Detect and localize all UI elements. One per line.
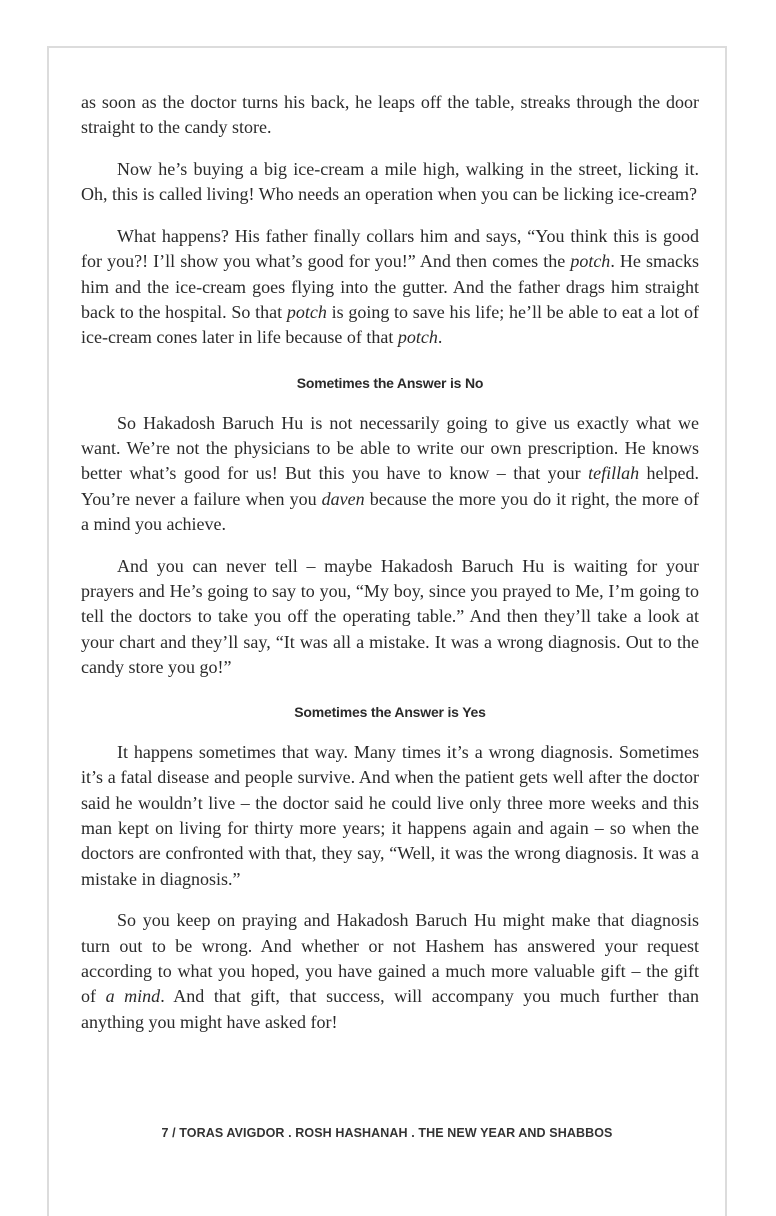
text: So you keep on praying and Hakadosh Baruch Hu might make that diagnosis turn out to be wrong. And whether or not Hashem has answered your request according to what you hoped, you have gained a much more valuable gift – the gift of xyxy=(81,910,699,1007)
paragraph xyxy=(81,90,699,141)
italic-term: potch xyxy=(286,302,327,323)
section-heading: Sometimes the Answer is Yes xyxy=(294,704,486,721)
text: Now he’s buying a big ice-cream a mile high, walking in the street, licking it. Oh, this is called living! Who needs an operation when you can be licking ice-cream? xyxy=(81,159,699,205)
italic-term: potch xyxy=(397,327,438,348)
page-footer: 7 / TORAS AVIGDOR . ROSH HASHANAH . THE NEW YEAR AND SHABBOS xyxy=(161,1126,613,1140)
text: is going to save his life; he’ll be able to eat a lot of ice-cream cones later in life because of that xyxy=(81,302,700,348)
text: . And that gift, that success, will accompany you much further than anything you might have asked for! xyxy=(81,986,700,1032)
text: It happens sometimes that way. Many times it’s a wrong diagnosis. Sometimes it’s a fatal disease and people survive. And when the patient gets well after the doctor said he wouldn’t live – the doctor said he could live only three more weeks and this man kept on living for thirty more years; it happens again and again – so when the doctors are confronted with that, they say, “Well, it was the wrong diagnosis. It was a mistake in diagnosis.” xyxy=(81,742,699,889)
paragraph xyxy=(81,554,699,680)
text: . xyxy=(437,327,443,348)
text: What happens? His father finally collars him and says, “You think this is good for you?! I’ll show you what’s good for you!” And then comes the xyxy=(81,226,699,272)
book-page xyxy=(47,46,727,1216)
text: helped. You’re never a failure when you xyxy=(81,463,699,509)
text: because the more you do it right, the more of a mind you achieve. xyxy=(81,488,700,534)
italic-term: daven xyxy=(321,488,365,509)
text: And you can never tell – maybe Hakadosh Baruch Hu is waiting for your prayers and He’s going to say to you, “My boy, since you prayed to Me, I’m going to tell the doctors to take you off the operating table.” And then they’ll take a look at your chart and they’ll say, “It was all a mistake. It was a wrong diagnosis. Out to the candy store you go!” xyxy=(81,555,699,677)
paragraph xyxy=(81,908,699,1034)
text: . He smacks him and the ice-cream goes flying into the gutter. And the father drags him straight back to the hospital. So that xyxy=(81,251,700,323)
paragraph xyxy=(81,157,699,208)
paragraph xyxy=(81,740,699,892)
section-heading: Sometimes the Answer is No xyxy=(296,374,484,391)
page-content xyxy=(81,90,699,1051)
paragraph xyxy=(81,224,699,350)
paragraph xyxy=(81,411,699,537)
italic-term: a mind xyxy=(105,986,161,1007)
text: So Hakadosh Baruch Hu is not necessarily going to give us exactly what we want. We’re not the physicians to be able to write our own prescription. He knows better what’s good for us! But this you have to know – that your xyxy=(81,412,699,484)
italic-term: potch xyxy=(570,251,611,272)
text: as soon as the doctor turns his back, he leaps off the table, streaks through the door straight to the candy store. xyxy=(81,92,699,138)
italic-term: tefillah xyxy=(588,463,640,484)
